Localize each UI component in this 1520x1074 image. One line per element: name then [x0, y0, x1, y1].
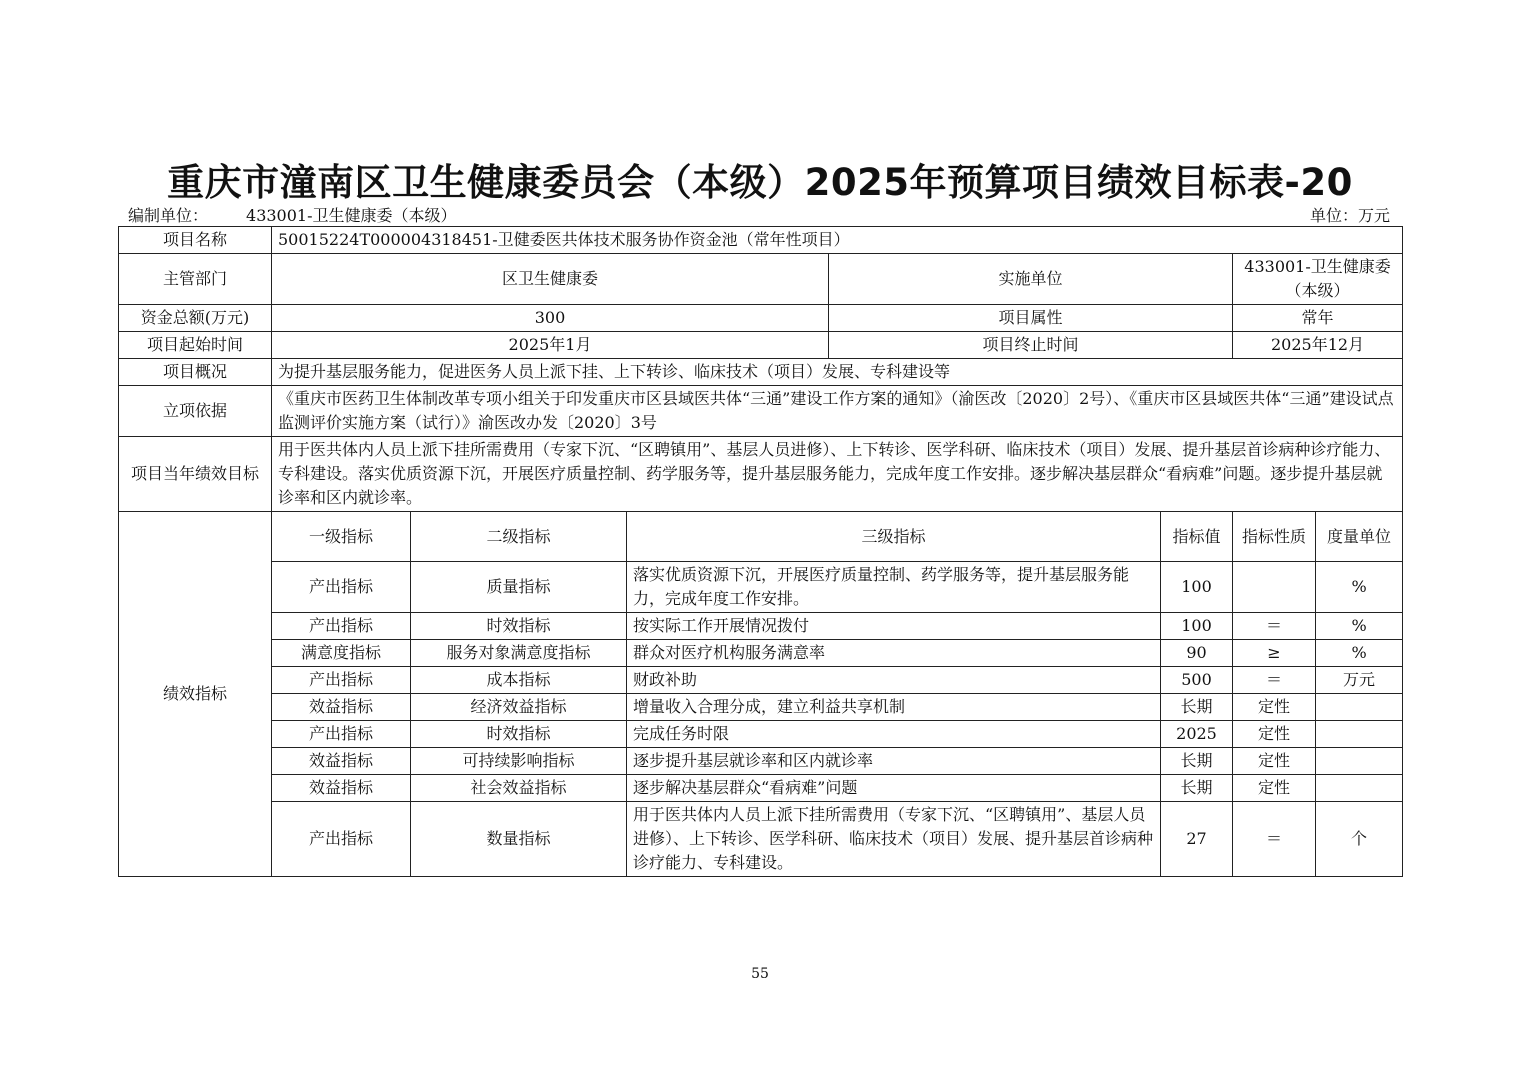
basis-label: 立项依据 [119, 386, 272, 437]
performance-table [118, 226, 1403, 877]
goal-value: 用于医共体内人员上派下挂所需费用（专家下沉、“区聘镇用”、基层人员进修）、上下转诊、医学科研、临床技术（项目）发展、提升基层首诊病种诊疗能力、专科建设。落实优质资源下沉，开展医疗质量控制、药学服务等，提升基层服务能力，完成年度工作安排。逐步解决基层群众“看病难”问题。逐步提升基层就诊率和区内就诊率。 [272, 437, 1403, 512]
overview-label: 项目概况 [119, 359, 272, 386]
cell-value: 长期 [1161, 775, 1233, 802]
cell-value: 长期 [1161, 694, 1233, 721]
cell-unit: 万元 [1316, 667, 1403, 694]
dept-value: 区卫生健康委 [272, 254, 829, 305]
cell-unit: % [1316, 613, 1403, 640]
cell-value: 27 [1161, 802, 1233, 877]
cell-level3: 逐步提升基层就诊率和区内就诊率 [627, 748, 1161, 775]
project-name-label: 项目名称 [119, 227, 272, 254]
cell-unit [1316, 775, 1403, 802]
table-row [119, 562, 1403, 613]
amount-label: 资金总额(万元) [119, 305, 272, 332]
cell-level1: 效益指标 [272, 694, 411, 721]
end-label: 项目终止时间 [829, 332, 1233, 359]
cell-nature: ＝ [1233, 613, 1316, 640]
cell-level3: 按实际工作开展情况拨付 [627, 613, 1161, 640]
cell-level1: 产出指标 [272, 613, 411, 640]
table-row [119, 667, 1403, 694]
cell-unit [1316, 694, 1403, 721]
org-label: 编制单位： [128, 206, 209, 225]
cell-level1: 效益指标 [272, 748, 411, 775]
cell-level2: 时效指标 [411, 613, 627, 640]
impl-value: 433001-卫生健康委（本级） [1233, 254, 1403, 305]
table-row [119, 802, 1403, 877]
cell-level1: 满意度指标 [272, 640, 411, 667]
cell-value: 100 [1161, 562, 1233, 613]
cell-value: 2025 [1161, 721, 1233, 748]
cell-value: 90 [1161, 640, 1233, 667]
project-name-value: 50015224T000004318451-卫健委医共体技术服务协作资金池（常年性项目） [272, 227, 1403, 254]
cell-level1: 产出指标 [272, 721, 411, 748]
header-level1: 一级指标 [272, 512, 411, 562]
cell-nature: 定性 [1233, 775, 1316, 802]
cell-level1: 产出指标 [272, 802, 411, 877]
org-value: 433001-卫生健康委（本级） [246, 206, 457, 225]
cell-level3: 落实优质资源下沉，开展医疗质量控制、药学服务等，提升基层服务能力，完成年度工作安排。 [627, 562, 1161, 613]
cell-level2: 经济效益指标 [411, 694, 627, 721]
table-row [119, 721, 1403, 748]
cell-level2: 社会效益指标 [411, 775, 627, 802]
cell-level2: 质量指标 [411, 562, 627, 613]
cell-level2: 数量指标 [411, 802, 627, 877]
end-value: 2025年12月 [1233, 332, 1403, 359]
cell-unit: % [1316, 640, 1403, 667]
cell-value: 100 [1161, 613, 1233, 640]
cell-level3: 财政补助 [627, 667, 1161, 694]
page-number: 55 [751, 966, 769, 982]
cell-level1: 效益指标 [272, 775, 411, 802]
table-row [119, 775, 1403, 802]
cell-unit [1316, 748, 1403, 775]
unit-label: 单位：万元 [1309, 206, 1390, 225]
page-title: 重庆市潼南区卫生健康委员会（本级）2025年预算项目绩效目标表-20 [167, 161, 1353, 204]
cell-level2: 可持续影响指标 [411, 748, 627, 775]
cell-value: 长期 [1161, 748, 1233, 775]
start-value: 2025年1月 [272, 332, 829, 359]
cell-level3: 群众对医疗机构服务满意率 [627, 640, 1161, 667]
table-row [119, 694, 1403, 721]
table-row [119, 748, 1403, 775]
impl-label: 实施单位 [829, 254, 1233, 305]
cell-nature: 定性 [1233, 748, 1316, 775]
dept-label: 主管部门 [119, 254, 272, 305]
cell-level3: 用于医共体内人员上派下挂所需费用（专家下沉、“区聘镇用”、基层人员进修）、上下转诊、医学科研、临床技术（项目）发展、提升基层首诊病种诊疗能力、专科建设。 [627, 802, 1161, 877]
table-row [119, 613, 1403, 640]
amount-value: 300 [272, 305, 829, 332]
cell-level2: 时效指标 [411, 721, 627, 748]
attr-label: 项目属性 [829, 305, 1233, 332]
cell-nature: 定性 [1233, 721, 1316, 748]
start-label: 项目起始时间 [119, 332, 272, 359]
cell-level2: 服务对象满意度指标 [411, 640, 627, 667]
table-row [119, 640, 1403, 667]
goal-label: 项目当年绩效目标 [119, 437, 272, 512]
cell-level3: 逐步解决基层群众“看病难”问题 [627, 775, 1161, 802]
basis-value: 《重庆市医药卫生体制改革专项小组关于印发重庆市区县域医共体“三通”建设工作方案的通知》（渝医改〔2020〕2号）、《重庆市区县域医共体“三通”建设试点监测评价实施方案（试行）》渝医改办发〔2020〕3号 [272, 386, 1403, 437]
header-level3: 三级指标 [627, 512, 1161, 562]
cell-nature: ＝ [1233, 667, 1316, 694]
cell-level3: 完成任务时限 [627, 721, 1161, 748]
header-level2: 二级指标 [411, 512, 627, 562]
header-nature: 指标性质 [1233, 512, 1316, 562]
header-value: 指标值 [1161, 512, 1233, 562]
org-info [128, 203, 457, 226]
cell-level1: 产出指标 [272, 562, 411, 613]
attr-value: 常年 [1233, 305, 1403, 332]
cell-unit: % [1316, 562, 1403, 613]
indicators-section-label: 绩效指标 [119, 512, 272, 877]
cell-level3: 增量收入合理分成，建立利益共享机制 [627, 694, 1161, 721]
overview-value: 为提升基层服务能力，促进医务人员上派下挂、上下转诊、临床技术（项目）发展、专科建设等 [272, 359, 1403, 386]
cell-unit: 个 [1316, 802, 1403, 877]
cell-value: 500 [1161, 667, 1233, 694]
cell-nature [1233, 562, 1316, 613]
cell-level1: 产出指标 [272, 667, 411, 694]
cell-nature: 定性 [1233, 694, 1316, 721]
cell-level2: 成本指标 [411, 667, 627, 694]
cell-unit [1316, 721, 1403, 748]
cell-nature: ≥ [1233, 640, 1316, 667]
cell-nature: ＝ [1233, 802, 1316, 877]
header-unit: 度量单位 [1316, 512, 1403, 562]
